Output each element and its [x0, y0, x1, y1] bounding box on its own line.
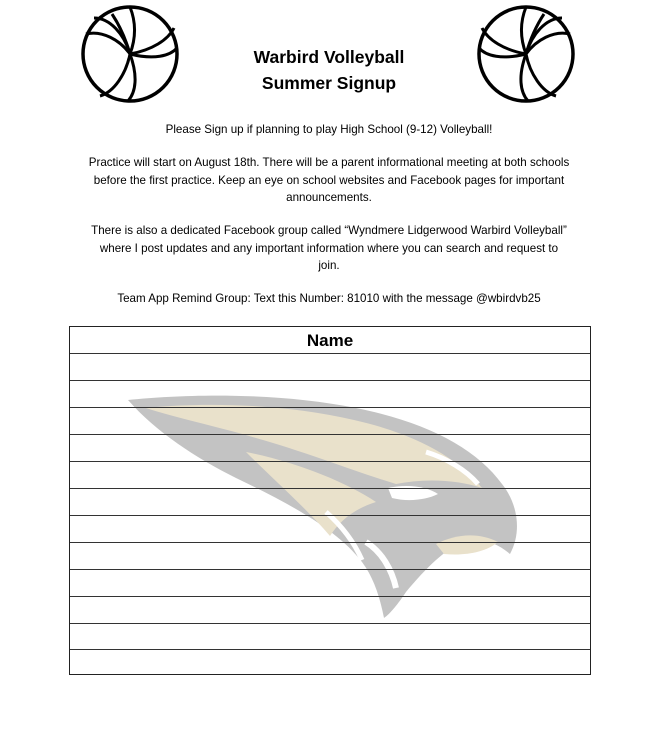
practice-line-2: before the first practice. Keep an eye on school websites and Facebook pages for important	[93, 173, 565, 187]
table-row[interactable]	[70, 461, 590, 462]
facebook-paragraph	[62, 222, 596, 275]
table-row[interactable]	[70, 353, 590, 354]
signup-table	[69, 326, 591, 675]
intro-paragraph	[62, 121, 596, 139]
facebook-line-2: where I post updates and any important information where you can search and request to	[99, 241, 559, 255]
table-row[interactable]	[70, 407, 590, 408]
table-row[interactable]	[70, 569, 590, 570]
practice-paragraph	[62, 154, 596, 207]
remind-line: Team App Remind Group: Text this Number: 81010 with the message @wbirdvb25	[117, 292, 541, 305]
table-row[interactable]	[70, 623, 590, 624]
table-row[interactable]	[70, 380, 590, 381]
practice-line-3: announcements.	[286, 191, 372, 204]
table-row[interactable]	[70, 542, 590, 543]
intro-line: Please Sign up if planning to play High School (9-12) Volleyball!	[165, 123, 493, 136]
page-title	[180, 44, 478, 96]
facebook-line-1: There is also a dedicated Facebook group called “Wyndmere Lidgerwood Warbird Volleyball”	[91, 224, 567, 237]
table-row[interactable]	[70, 434, 590, 435]
table-row[interactable]	[70, 596, 590, 597]
volleyball-icon	[80, 4, 180, 104]
title-line-1: Warbird Volleyball	[253, 47, 405, 67]
table-row[interactable]	[70, 488, 590, 489]
facebook-line-3: join.	[318, 259, 340, 272]
remind-paragraph	[62, 290, 596, 308]
volleyball-icon	[476, 4, 576, 104]
table-row[interactable]	[70, 649, 590, 650]
name-column-header: Name	[306, 331, 354, 350]
practice-line-1: Practice will start on August 18th. There will be a parent informational meeting at both schools	[88, 156, 570, 169]
title-line-2: Summer Signup	[261, 73, 397, 93]
table-row[interactable]	[70, 515, 590, 516]
